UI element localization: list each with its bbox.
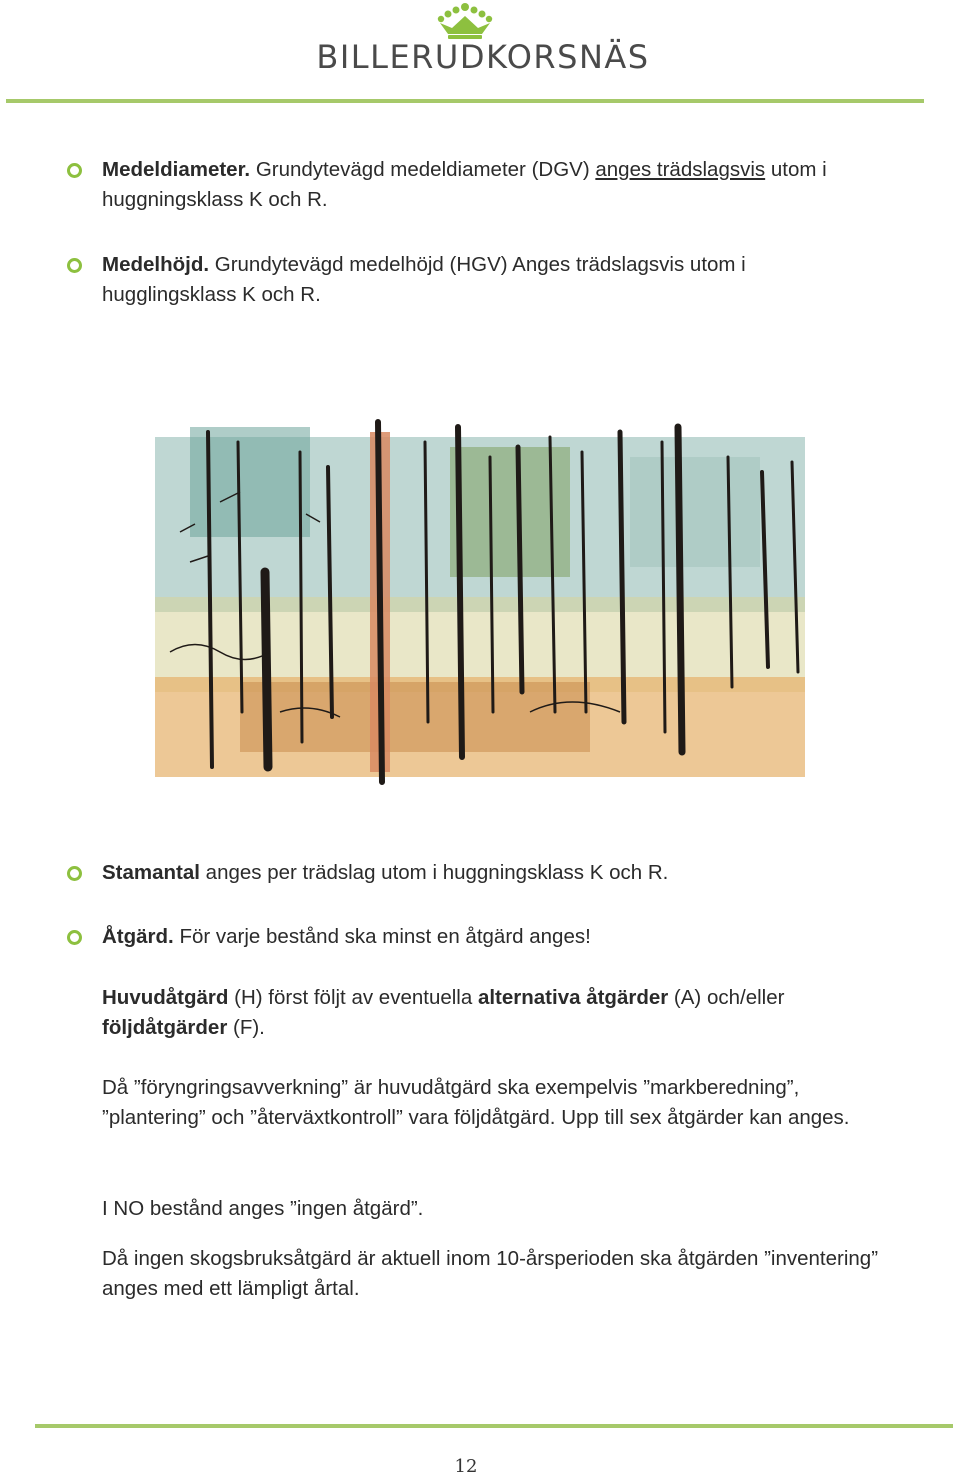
bullet-text: Grundytevägd medelhöjd (HGV) Anges trädslagsvis utom i hugglingsklass K och R. bbox=[102, 253, 746, 306]
bullet-stamantal bbox=[102, 858, 882, 888]
bullet-term: Åtgärd. bbox=[102, 925, 174, 948]
para-text: (A) och/eller bbox=[668, 986, 785, 1009]
bullet-medeldiameter bbox=[102, 155, 882, 215]
paragraph-no-bestand: I NO bestånd anges ”ingen åtgärd”. bbox=[102, 1197, 424, 1220]
bullet-underlined: anges trädslagsvis bbox=[595, 158, 766, 181]
paragraph-inventering: Då ingen skogsbruksåtgärd är aktuell inom 10-årsperioden ska åtgärden ”inventering” anges med ett lämpligt årtal. bbox=[102, 1247, 879, 1300]
bullet-term: Medeldiameter. bbox=[102, 158, 251, 181]
bullet-text: Grundytevägd medeldiameter (DGV) bbox=[250, 158, 596, 181]
term-huvudatgard: Huvudåtgärd bbox=[102, 986, 229, 1009]
term-foljdatgarder: följdåtgärder bbox=[102, 1016, 228, 1039]
bullet-term: Medelhöjd. bbox=[102, 253, 210, 276]
paragraph-foryngring: Då ”föryngringsavverkning” är huvudåtgärd ska exempelvis ”markberedning”, ”plantering” och ”återväxtkontroll” vara följdåtgärd. Upp till sex åtgärder kan anges. bbox=[102, 1076, 850, 1129]
crown-icon bbox=[436, 2, 494, 40]
paragraph-huvudatgard bbox=[102, 983, 892, 1043]
page-number: 12 bbox=[454, 1456, 478, 1477]
page-header bbox=[0, 0, 960, 105]
bullet-medelhojd bbox=[102, 250, 882, 310]
para-text: (H) först följt av eventuella bbox=[228, 986, 478, 1009]
para-text: (F). bbox=[227, 1016, 265, 1039]
bullet-text: utom i huggningsklass K och R. bbox=[102, 158, 827, 211]
forest-illustration bbox=[150, 412, 815, 790]
bullet-atgard bbox=[102, 922, 882, 952]
bullet-term: Stamantal bbox=[102, 861, 200, 884]
bullet-text: För varje bestånd ska minst en åtgärd anges! bbox=[173, 925, 591, 948]
header-divider bbox=[6, 99, 924, 103]
bullet-text: anges per trädslag utom i huggningsklass K och R. bbox=[199, 861, 669, 884]
term-alternativa: alternativa åtgärder bbox=[477, 986, 669, 1009]
brand-wordmark: BILLERUDKORSNÄS bbox=[316, 38, 650, 76]
footer-divider bbox=[35, 1424, 953, 1428]
